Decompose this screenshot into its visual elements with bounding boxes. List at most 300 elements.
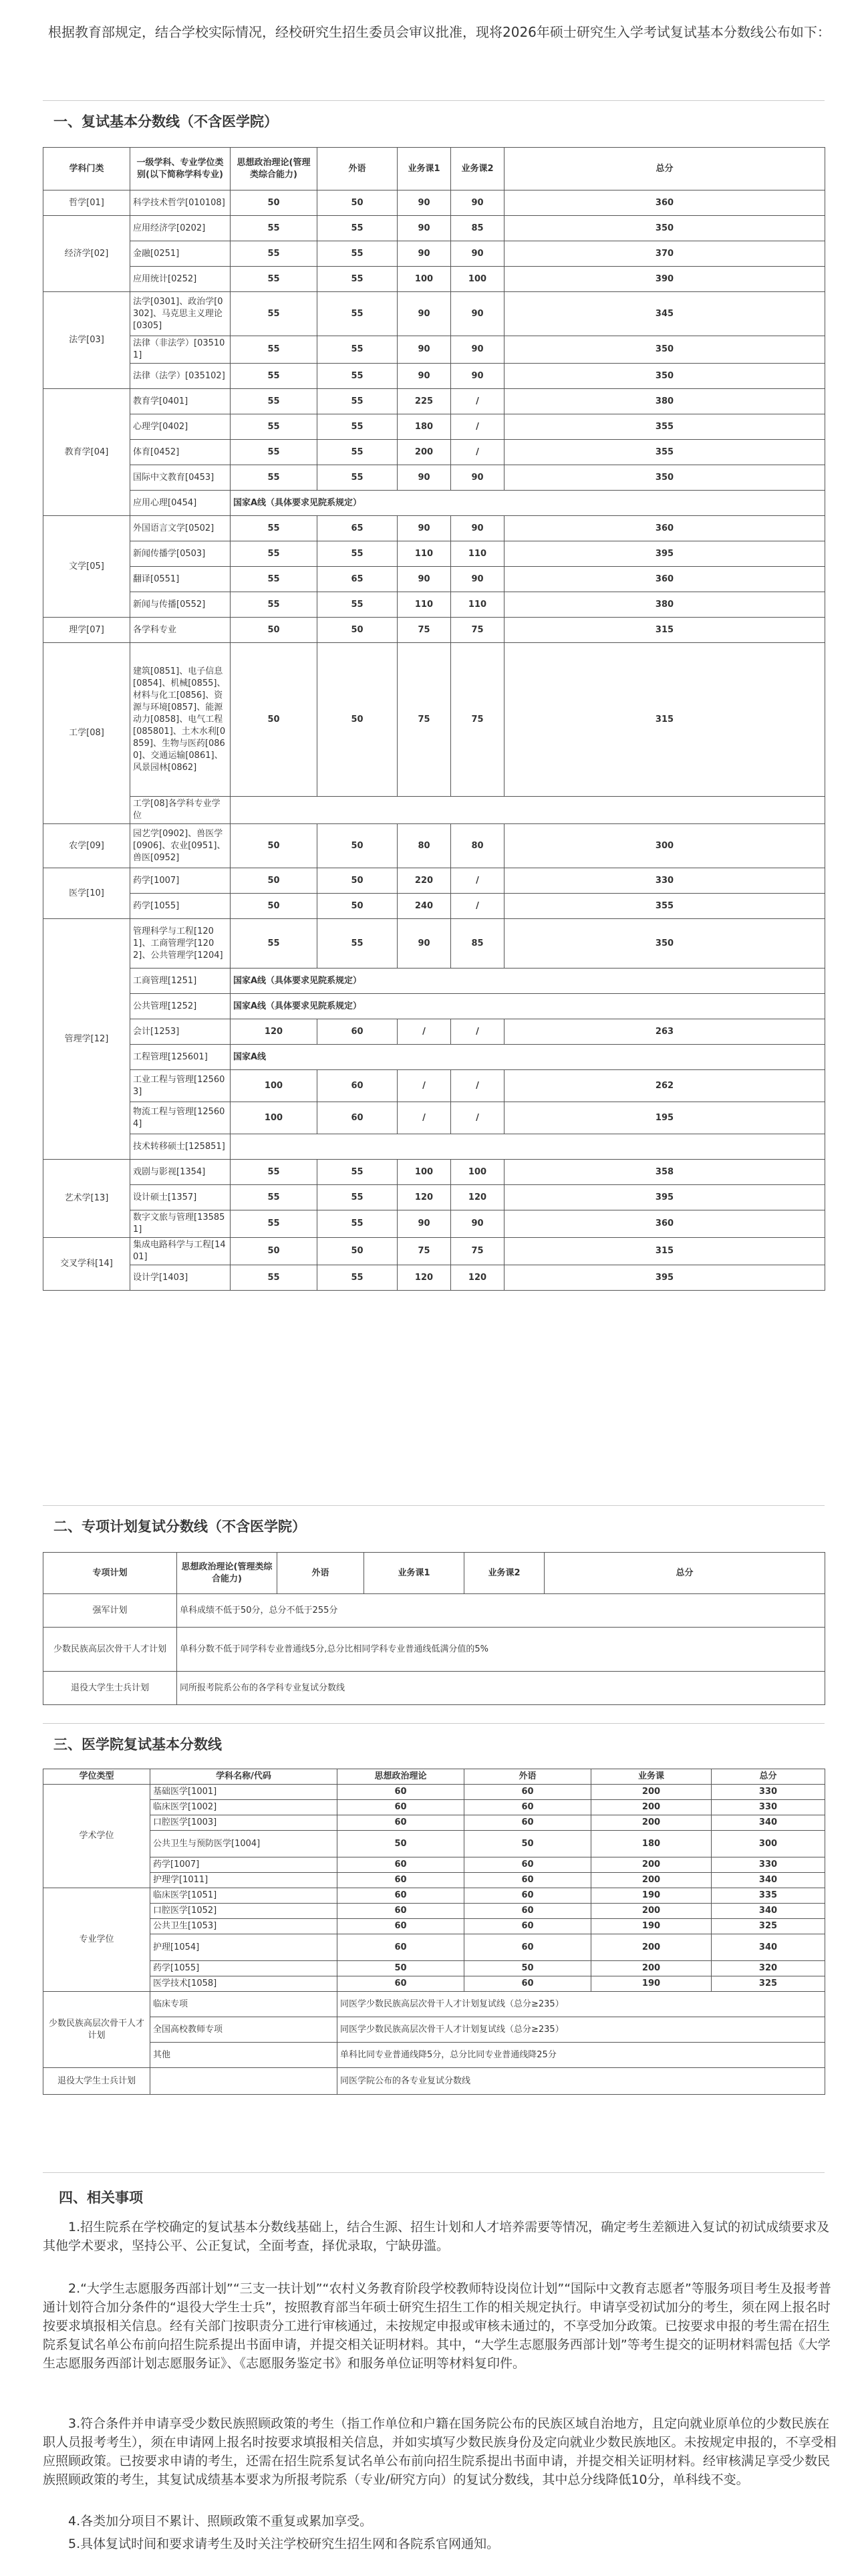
plan-name-cell: 少数民族高层次骨干人才计划 xyxy=(43,1628,177,1672)
cutoff-note-cell: 国家A线（具体要求见院系规定） xyxy=(231,969,825,994)
subject-name-cell: 护理[1054] xyxy=(150,1934,337,1961)
section1-title: 一、复试基本分数线（不含医学院） xyxy=(53,114,278,130)
cutoff-note-cell: 国家A线（具体要求见院系规定） xyxy=(231,491,825,516)
course2-score-cell: 90 xyxy=(451,241,504,267)
language-score-cell: 55 xyxy=(317,440,398,465)
cutoff-note-cell: 国家A线 xyxy=(231,1045,825,1070)
plan-sub-cell xyxy=(150,2068,337,2095)
politics-score-cell: 55 xyxy=(231,267,317,292)
course2-score-cell: / xyxy=(451,1070,504,1102)
politics-score-cell: 55 xyxy=(231,414,317,440)
discipline-category-cell: 文学[05] xyxy=(43,516,130,618)
score-cell: 325 xyxy=(712,1919,825,1934)
score-cell: 60 xyxy=(464,1919,591,1934)
medical-cutoff-table xyxy=(43,1769,825,2095)
course2-score-cell: 75 xyxy=(451,1238,504,1265)
cutoff-note-cell: 国家A线（具体要求见院系规定） xyxy=(231,994,825,1019)
politics-score-cell: 55 xyxy=(231,1265,317,1291)
discipline-name-cell: 工学[08]各学科专业学位 xyxy=(130,797,231,824)
table-row xyxy=(43,824,825,868)
politics-score-cell: 55 xyxy=(231,364,317,389)
total-score-cell: 195 xyxy=(504,1102,825,1134)
score-cell: 60 xyxy=(337,1904,464,1919)
table-row xyxy=(43,1210,825,1238)
total-score-cell: 350 xyxy=(504,336,825,364)
table-row xyxy=(43,797,825,824)
cutoff-table-main xyxy=(43,147,825,1291)
table-header-cell: 思想政治理论(管理类综合能力) xyxy=(231,148,317,190)
table-row xyxy=(43,1102,825,1134)
special-plan-table xyxy=(43,1552,825,1705)
score-cell: 330 xyxy=(712,1785,825,1800)
discipline-name-cell: 管理科学与工程[1201]、工商管理学[1202]、公共管理学[1204] xyxy=(130,919,231,969)
course1-score-cell: 90 xyxy=(398,241,451,267)
table-header-cell: 一级学科、专业学位类别(以下简称学科专业) xyxy=(130,148,231,190)
plan-name-cell: 强军计划 xyxy=(43,1594,177,1628)
course1-score-cell: 90 xyxy=(398,919,451,969)
table-row xyxy=(43,1857,825,1873)
plan-rule-cell: 单科比同专业普通线降5分，总分比同专业普通线降25分 xyxy=(337,2043,825,2068)
table-row xyxy=(43,1992,825,2017)
total-score-cell: 380 xyxy=(504,592,825,618)
score-cell: 60 xyxy=(464,1785,591,1800)
discipline-name-cell: 新闻传播学[0503] xyxy=(130,541,231,567)
discipline-name-cell: 新闻与传播[0552] xyxy=(130,592,231,618)
course2-score-cell: 90 xyxy=(451,364,504,389)
course2-score-cell: 110 xyxy=(451,592,504,618)
language-score-cell: 50 xyxy=(317,643,398,797)
language-score-cell: 50 xyxy=(317,190,398,216)
score-cell: 60 xyxy=(464,1857,591,1873)
table-header-cell: 专项计划 xyxy=(43,1553,177,1594)
politics-score-cell: 55 xyxy=(231,241,317,267)
course2-score-cell: 90 xyxy=(451,567,504,592)
score-cell: 340 xyxy=(712,1815,825,1831)
course1-score-cell: 90 xyxy=(398,292,451,336)
table-row xyxy=(43,1831,825,1857)
plan-rule-cell: 同医学院公布的各专业复试分数线 xyxy=(337,2068,825,2095)
discipline-name-cell: 科学技术哲学[010108] xyxy=(130,190,231,216)
score-cell: 330 xyxy=(712,1857,825,1873)
politics-score-cell: 55 xyxy=(231,465,317,491)
score-cell: 60 xyxy=(337,1873,464,1888)
course2-score-cell: 110 xyxy=(451,541,504,567)
plan-rule-cell: 同医学少数民族高层次骨干人才计划复试线（总分≥235） xyxy=(337,2017,825,2043)
discipline-name-cell: 应用统计[0252] xyxy=(130,267,231,292)
note-item: 1.招生院系在学校确定的复试基本分数线基础上，结合生源、招生计划和人才培养需要等情况，确定考生差额进入复试的初试成绩要求及其他学术要求，坚持公平、公正复试，全面考查，择优录取，宁缺毋滥。 xyxy=(43,2220,830,2253)
politics-score-cell: 50 xyxy=(231,894,317,919)
plan-name-cell: 少数民族高层次骨干人才计划 xyxy=(43,1992,150,2068)
course2-score-cell: 120 xyxy=(451,1265,504,1291)
course2-score-cell: 120 xyxy=(451,1185,504,1210)
total-score-cell: 315 xyxy=(504,618,825,643)
course2-score-cell: 90 xyxy=(451,465,504,491)
table-row xyxy=(43,868,825,894)
score-cell: 60 xyxy=(464,1800,591,1815)
course1-score-cell: 90 xyxy=(398,1210,451,1238)
score-cell: 60 xyxy=(337,1934,464,1961)
language-score-cell: 55 xyxy=(317,1185,398,1210)
notes-title: 四、相关事项 xyxy=(59,2190,143,2206)
table-row xyxy=(43,1628,825,1672)
language-score-cell: 55 xyxy=(317,292,398,336)
language-score-cell: 60 xyxy=(317,1102,398,1134)
table-row xyxy=(43,567,825,592)
course2-score-cell: 85 xyxy=(451,919,504,969)
language-score-cell: 55 xyxy=(317,216,398,241)
plan-name-cell: 退役大学生士兵计划 xyxy=(43,1672,177,1705)
table-header-cell: 业务课2 xyxy=(451,148,504,190)
plan-sub-cell: 临床专项 xyxy=(150,1992,337,2017)
section-divider xyxy=(43,1505,825,1506)
language-score-cell: 65 xyxy=(317,567,398,592)
section-divider xyxy=(43,1723,825,1724)
total-score-cell: 355 xyxy=(504,894,825,919)
table-row xyxy=(43,465,825,491)
total-score-cell: 315 xyxy=(504,1238,825,1265)
course1-score-cell: 220 xyxy=(398,868,451,894)
subject-name-cell: 公共卫生与预防医学[1004] xyxy=(150,1831,337,1857)
discipline-name-cell: 国际中文教育[0453] xyxy=(130,465,231,491)
discipline-name-cell: 各学科专业 xyxy=(130,618,231,643)
course1-score-cell: 120 xyxy=(398,1185,451,1210)
table-row xyxy=(43,2043,825,2068)
discipline-name-cell: 园艺学[0902]、兽医学[0906]、农业[0951]、兽医[0952] xyxy=(130,824,231,868)
table-header-cell: 业务课1 xyxy=(364,1553,464,1594)
subject-name-cell: 口腔医学[1052] xyxy=(150,1904,337,1919)
course2-score-cell: / xyxy=(451,389,504,414)
course2-score-cell: / xyxy=(451,440,504,465)
discipline-name-cell: 药学[1007] xyxy=(130,868,231,894)
course1-score-cell: 240 xyxy=(398,894,451,919)
discipline-category-cell: 理学[07] xyxy=(43,618,130,643)
table-row xyxy=(43,2068,825,2095)
table-row xyxy=(43,190,825,216)
score-cell: 60 xyxy=(464,1873,591,1888)
subject-name-cell: 公共卫生[1053] xyxy=(150,1919,337,1934)
score-cell: 330 xyxy=(712,1800,825,1815)
discipline-category-cell: 经济学[02] xyxy=(43,216,130,292)
table-row xyxy=(43,364,825,389)
discipline-name-cell: 教育学[0401] xyxy=(130,389,231,414)
total-score-cell: 350 xyxy=(504,465,825,491)
course1-score-cell: 110 xyxy=(398,592,451,618)
politics-score-cell: 55 xyxy=(231,292,317,336)
plan-rule-cell: 同所报考院系公布的各学科专业复试分数线 xyxy=(177,1672,825,1705)
table-row xyxy=(43,1238,825,1265)
table-row xyxy=(43,241,825,267)
politics-score-cell: 55 xyxy=(231,216,317,241)
table-row xyxy=(43,516,825,541)
course1-score-cell: 120 xyxy=(398,1265,451,1291)
politics-score-cell: 55 xyxy=(231,919,317,969)
language-score-cell: 55 xyxy=(317,414,398,440)
language-score-cell: 55 xyxy=(317,241,398,267)
score-cell: 60 xyxy=(337,1800,464,1815)
discipline-name-cell: 金融[0251] xyxy=(130,241,231,267)
cutoff-empty-cell xyxy=(231,1134,825,1160)
note-item: 3.符合条件并申请享受少数民族照顾政策的考生（指工作单位和户籍在国务院公布的民族区域自治地方，且定向就业原单位的少数民族在职人员报考考生），须在申请网上报名时按要求填报相关信息，并如实填写少数民族身份及定向就业少数民族地区。未按规定申报的，不享受相应照顾政策。已按要求申请的考生，还需在招生院系复试名单公布前向招生院系提出书面申请，并提交相关证明材料。经审核满足享受少数民族照顾政策的考生，其复试成绩基本要求为所报考院系（专业/研究方向）的复试分数线，其中总分线降低10分，单科线不变。 xyxy=(43,2416,837,2487)
table-row xyxy=(43,1785,825,1800)
score-cell: 60 xyxy=(337,1785,464,1800)
plan-rule-cell: 同医学少数民族高层次骨干人才计划复试线（总分≥235） xyxy=(337,1992,825,2017)
politics-score-cell: 50 xyxy=(231,868,317,894)
degree-type-cell: 专业学位 xyxy=(43,1888,150,1992)
politics-score-cell: 55 xyxy=(231,1160,317,1185)
course2-score-cell: 90 xyxy=(451,336,504,364)
score-cell: 335 xyxy=(712,1888,825,1904)
language-score-cell: 55 xyxy=(317,364,398,389)
discipline-name-cell: 会计[1253] xyxy=(130,1019,231,1045)
table-row xyxy=(43,1815,825,1831)
discipline-name-cell: 药学[1055] xyxy=(130,894,231,919)
course2-score-cell: 90 xyxy=(451,190,504,216)
course2-score-cell: / xyxy=(451,414,504,440)
table-row xyxy=(43,994,825,1019)
total-score-cell: 350 xyxy=(504,364,825,389)
course1-score-cell: 90 xyxy=(398,364,451,389)
discipline-name-cell: 工商管理[1251] xyxy=(130,969,231,994)
course1-score-cell: 200 xyxy=(398,440,451,465)
score-cell: 60 xyxy=(337,1815,464,1831)
score-cell: 60 xyxy=(464,1815,591,1831)
total-score-cell: 350 xyxy=(504,216,825,241)
table-row xyxy=(43,336,825,364)
table-header-cell: 思想政治理论(管理类综合能力) xyxy=(177,1553,277,1594)
politics-score-cell: 55 xyxy=(231,567,317,592)
score-cell: 180 xyxy=(591,1831,712,1857)
discipline-category-cell: 教育学[04] xyxy=(43,389,130,516)
language-score-cell: 60 xyxy=(317,1070,398,1102)
table-header-cell: 业务课 xyxy=(591,1769,712,1785)
language-score-cell: 55 xyxy=(317,1160,398,1185)
politics-score-cell: 55 xyxy=(231,541,317,567)
table-row xyxy=(43,969,825,994)
table-header-cell: 思想政治理论 xyxy=(337,1769,464,1785)
discipline-category-cell: 农学[09] xyxy=(43,824,130,868)
course2-score-cell: 90 xyxy=(451,1210,504,1238)
discipline-category-cell: 医学[10] xyxy=(43,868,130,919)
politics-score-cell: 100 xyxy=(231,1070,317,1102)
discipline-name-cell: 物流工程与管理[125604] xyxy=(130,1102,231,1134)
discipline-name-cell: 法律（法学）[035102] xyxy=(130,364,231,389)
table-row xyxy=(43,414,825,440)
plan-name-cell: 退役大学生士兵计划 xyxy=(43,2068,150,2095)
score-cell: 300 xyxy=(712,1831,825,1857)
total-score-cell: 390 xyxy=(504,267,825,292)
table-header-cell: 业务课2 xyxy=(464,1553,545,1594)
course1-score-cell: / xyxy=(398,1102,451,1134)
course2-score-cell: / xyxy=(451,1102,504,1134)
table-header-cell: 外语 xyxy=(464,1769,591,1785)
cutoff-empty-cell xyxy=(231,797,825,824)
discipline-category-cell: 法学[03] xyxy=(43,292,130,389)
table-row xyxy=(43,491,825,516)
discipline-name-cell: 设计学[1403] xyxy=(130,1265,231,1291)
course2-score-cell: / xyxy=(451,1019,504,1045)
table-row xyxy=(43,1873,825,1888)
table-row xyxy=(43,216,825,241)
table-row xyxy=(43,618,825,643)
total-score-cell: 360 xyxy=(504,567,825,592)
course2-score-cell: 100 xyxy=(451,267,504,292)
discipline-name-cell: 应用心理[0454] xyxy=(130,491,231,516)
score-cell: 190 xyxy=(591,1976,712,1992)
course2-score-cell: 75 xyxy=(451,643,504,797)
table-row xyxy=(43,292,825,336)
score-cell: 50 xyxy=(464,1831,591,1857)
language-score-cell: 55 xyxy=(317,389,398,414)
score-cell: 320 xyxy=(712,1961,825,1976)
discipline-name-cell: 设计硕士[1357] xyxy=(130,1185,231,1210)
total-score-cell: 355 xyxy=(504,414,825,440)
total-score-cell: 262 xyxy=(504,1070,825,1102)
total-score-cell: 395 xyxy=(504,541,825,567)
score-cell: 60 xyxy=(337,1857,464,1873)
course2-score-cell: 100 xyxy=(451,1160,504,1185)
table-row xyxy=(43,919,825,969)
table-header-cell: 外语 xyxy=(277,1553,364,1594)
table-row xyxy=(43,267,825,292)
course1-score-cell: 225 xyxy=(398,389,451,414)
discipline-name-cell: 应用经济学[0202] xyxy=(130,216,231,241)
plan-rule-cell: 单科分数不低于同学科专业普通线5分,总分比相同学科专业普通线低满分值的5% xyxy=(177,1628,825,1672)
discipline-name-cell: 工程管理[125601] xyxy=(130,1045,231,1070)
language-score-cell: 50 xyxy=(317,618,398,643)
language-score-cell: 55 xyxy=(317,541,398,567)
table-header-cell: 总分 xyxy=(545,1553,825,1594)
politics-score-cell: 50 xyxy=(231,190,317,216)
table-row xyxy=(43,1070,825,1102)
discipline-category-cell: 哲学[01] xyxy=(43,190,130,216)
politics-score-cell: 55 xyxy=(231,1185,317,1210)
politics-score-cell: 50 xyxy=(231,643,317,797)
total-score-cell: 360 xyxy=(504,1210,825,1238)
course2-score-cell: 75 xyxy=(451,618,504,643)
politics-score-cell: 50 xyxy=(231,618,317,643)
section2-title: 二、专项计划复试分数线（不含医学院） xyxy=(53,1519,306,1535)
discipline-name-cell: 体育[0452] xyxy=(130,440,231,465)
discipline-name-cell: 戏剧与影视[1354] xyxy=(130,1160,231,1185)
total-score-cell: 358 xyxy=(504,1160,825,1185)
course1-score-cell: 90 xyxy=(398,516,451,541)
table-row xyxy=(43,592,825,618)
section-divider xyxy=(43,2172,825,2173)
course2-score-cell: 90 xyxy=(451,516,504,541)
total-score-cell: 370 xyxy=(504,241,825,267)
discipline-name-cell: 数字文旅与管理[135851] xyxy=(130,1210,231,1238)
politics-score-cell: 100 xyxy=(231,1102,317,1134)
section-divider xyxy=(43,100,825,101)
total-score-cell: 345 xyxy=(504,292,825,336)
politics-score-cell: 55 xyxy=(231,336,317,364)
discipline-name-cell: 建筑[0851]、电子信息[0854]、机械[0855]、材料与化工[0856]、资源与环境[0857]、能源动力[0858]、电气工程[085801]、土木水利[0859]、生物与医药[0860]、交通运输[0861]、风景园林[0862] xyxy=(130,643,231,797)
table-row xyxy=(43,1265,825,1291)
language-score-cell: 55 xyxy=(317,267,398,292)
course2-score-cell: 80 xyxy=(451,824,504,868)
course1-score-cell: 75 xyxy=(398,618,451,643)
course1-score-cell: 100 xyxy=(398,267,451,292)
politics-score-cell: 50 xyxy=(231,824,317,868)
score-cell: 60 xyxy=(337,1976,464,1992)
table-header-cell: 学科门类 xyxy=(43,148,130,190)
table-row xyxy=(43,1672,825,1705)
language-score-cell: 55 xyxy=(317,919,398,969)
subject-name-cell: 护理学[1011] xyxy=(150,1873,337,1888)
course1-score-cell: 90 xyxy=(398,190,451,216)
course2-score-cell: / xyxy=(451,868,504,894)
table-header-cell: 学位类型 xyxy=(43,1769,150,1785)
politics-score-cell: 55 xyxy=(231,389,317,414)
language-score-cell: 50 xyxy=(317,824,398,868)
table-header-cell: 总分 xyxy=(504,148,825,190)
course1-score-cell: 100 xyxy=(398,1160,451,1185)
plan-rule-cell: 单科成绩不低于50分，总分不低于255分 xyxy=(177,1594,825,1628)
total-score-cell: 360 xyxy=(504,190,825,216)
discipline-category-cell: 工学[08] xyxy=(43,643,130,824)
score-cell: 325 xyxy=(712,1976,825,1992)
subject-name-cell: 药学[1055] xyxy=(150,1961,337,1976)
plan-sub-cell: 其他 xyxy=(150,2043,337,2068)
table-row xyxy=(43,1800,825,1815)
course1-score-cell: 75 xyxy=(398,643,451,797)
subject-name-cell: 药学[1007] xyxy=(150,1857,337,1873)
discipline-name-cell: 翻译[0551] xyxy=(130,567,231,592)
score-cell: 60 xyxy=(337,1919,464,1934)
plan-sub-cell: 全国高校教师专项 xyxy=(150,2017,337,2043)
course1-score-cell: 90 xyxy=(398,336,451,364)
discipline-name-cell: 公共管理[1252] xyxy=(130,994,231,1019)
table-header-cell: 学科名称/代码 xyxy=(150,1769,337,1785)
score-cell: 200 xyxy=(591,1800,712,1815)
table-row xyxy=(43,1934,825,1961)
table-row xyxy=(43,1134,825,1160)
total-score-cell: 395 xyxy=(504,1265,825,1291)
score-cell: 200 xyxy=(591,1857,712,1873)
course1-score-cell: 110 xyxy=(398,541,451,567)
course2-score-cell: 90 xyxy=(451,292,504,336)
table-header-row xyxy=(43,1769,825,1785)
course1-score-cell: 80 xyxy=(398,824,451,868)
score-cell: 60 xyxy=(464,1934,591,1961)
score-cell: 60 xyxy=(464,1976,591,1992)
score-cell: 200 xyxy=(591,1904,712,1919)
language-score-cell: 60 xyxy=(317,1019,398,1045)
score-cell: 200 xyxy=(591,1873,712,1888)
course1-score-cell: 90 xyxy=(398,465,451,491)
table-row xyxy=(43,1160,825,1185)
score-cell: 200 xyxy=(591,1815,712,1831)
language-score-cell: 50 xyxy=(317,894,398,919)
score-cell: 200 xyxy=(591,1961,712,1976)
discipline-name-cell: 法学[0301]、政治学[0302]、马克思主义理论[0305] xyxy=(130,292,231,336)
score-cell: 50 xyxy=(337,1831,464,1857)
discipline-name-cell: 技术转移硕士[125851] xyxy=(130,1134,231,1160)
note-item: 4.各类加分项目不累计、照顾政策不重复或累加享受。 xyxy=(68,2514,373,2529)
course1-score-cell: 180 xyxy=(398,414,451,440)
score-cell: 50 xyxy=(337,1961,464,1976)
language-score-cell: 55 xyxy=(317,1210,398,1238)
subject-name-cell: 医学技术[1058] xyxy=(150,1976,337,1992)
subject-name-cell: 基础医学[1001] xyxy=(150,1785,337,1800)
politics-score-cell: 50 xyxy=(231,1238,317,1265)
degree-type-cell: 学术学位 xyxy=(43,1785,150,1888)
course1-score-cell: 75 xyxy=(398,1238,451,1265)
course2-score-cell: / xyxy=(451,894,504,919)
score-cell: 190 xyxy=(591,1888,712,1904)
language-score-cell: 55 xyxy=(317,1265,398,1291)
score-cell: 190 xyxy=(591,1919,712,1934)
